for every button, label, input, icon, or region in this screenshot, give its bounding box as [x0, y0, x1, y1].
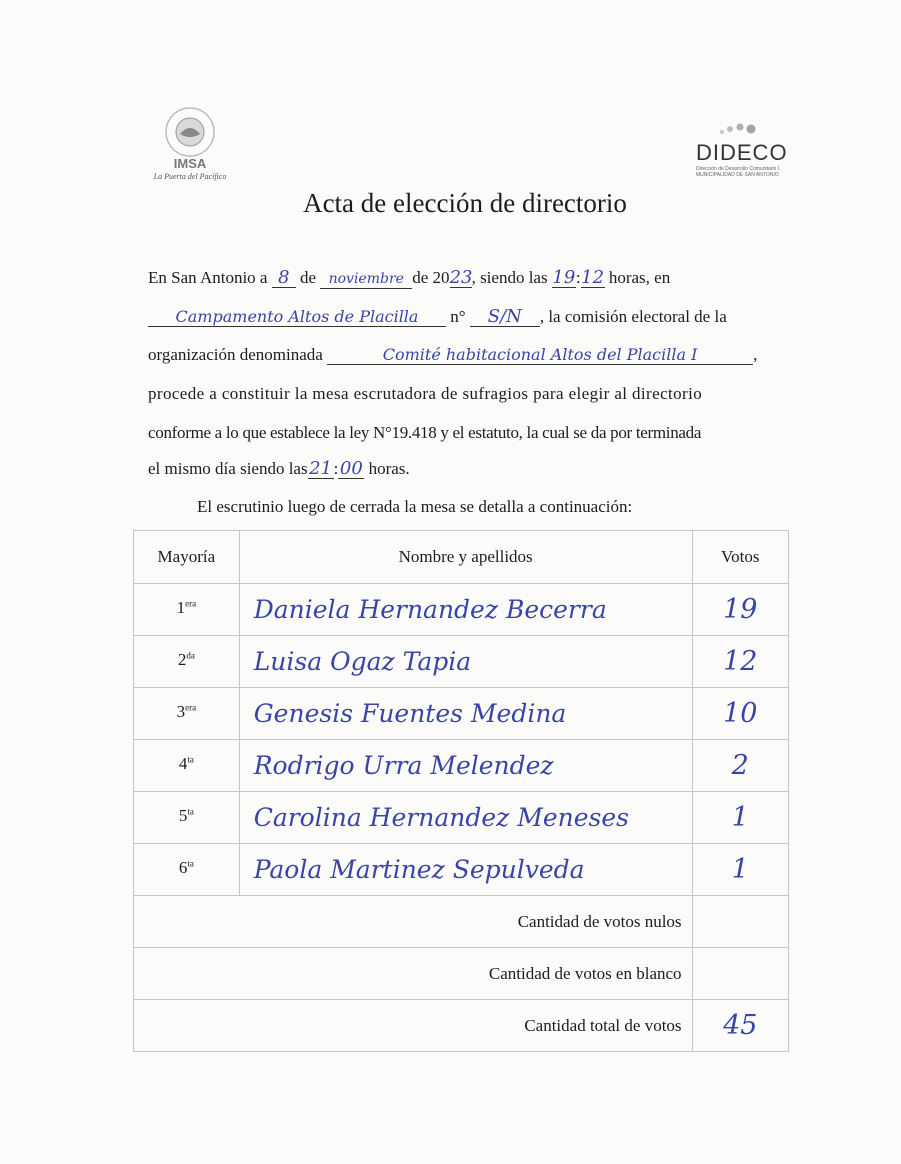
header-rank: Mayoría: [134, 531, 240, 584]
blank-votes-row: [134, 948, 789, 1000]
candidate-votes: 19: [692, 584, 788, 636]
rank-cell: [134, 636, 240, 688]
organization-field: Comité habitacional Altos del Placilla I: [327, 346, 753, 365]
rank-suffix: ta: [187, 806, 194, 817]
blank-votes-label: Cantidad de votos en blanco: [134, 948, 693, 1000]
form-text: , siendo las: [471, 268, 548, 287]
rank-number: 5: [178, 806, 188, 825]
form-line-4: procede a constituir la mesa escrutadora de sufragios para elegir al directorio: [148, 384, 703, 403]
table-row: [134, 844, 789, 896]
form-text: :: [575, 268, 581, 287]
form-text: n°: [450, 307, 466, 326]
table-row: [134, 636, 789, 688]
candidate-name: Genesis Fuentes Medina: [239, 688, 692, 740]
rank-cell: [134, 740, 240, 792]
candidate-votes: 12: [692, 636, 788, 688]
rank-number: 4: [178, 754, 188, 773]
form-text: ,: [753, 345, 758, 364]
rank-cell: [134, 584, 240, 636]
candidate-name: Luisa Ogaz Tapia: [239, 636, 692, 688]
form-text: horas, en: [608, 268, 671, 287]
candidate-votes: 1: [692, 792, 788, 844]
form-line-2: [148, 307, 782, 327]
form-text: :: [333, 459, 339, 478]
results-table: [133, 530, 789, 1052]
year-field: 23: [449, 267, 473, 288]
form-text: de: [299, 268, 317, 287]
rank-number: 6: [178, 858, 188, 877]
rank-number: 1: [176, 598, 186, 617]
dideco-logo: [688, 120, 788, 180]
form-text: de 20: [412, 268, 450, 287]
minute-field: 12: [581, 267, 605, 288]
form-line-6: [148, 459, 782, 479]
table-row: [134, 584, 789, 636]
rank-suffix: da: [186, 650, 195, 661]
rank-number: 3: [176, 702, 186, 721]
candidate-name: Paola Martinez Sepulveda: [239, 844, 692, 896]
imsa-logo: [150, 106, 230, 186]
place-field: Campamento Altos de Placilla: [148, 308, 446, 327]
rank-number: 2: [177, 650, 187, 669]
municipal-seal-icon: [162, 106, 218, 162]
rank-cell: [134, 844, 240, 896]
table-row: [134, 792, 789, 844]
form-line-5: conforme a lo que establece la ley N°19.418 y el estatuto, la cual se da por terminada: [148, 423, 702, 442]
blank-votes-value: [692, 948, 788, 1000]
form-text: organización denominada: [148, 345, 323, 364]
month-field: noviembre: [320, 270, 412, 289]
table-header-row: [134, 531, 789, 584]
total-votes-row: [134, 1000, 789, 1052]
rank-cell: [134, 688, 240, 740]
candidate-name: Rodrigo Urra Melendez: [239, 740, 692, 792]
scrutiny-intro: El escrutinio luego de cerrada la mesa se detalla a continuación:: [197, 497, 633, 516]
candidate-votes: 10: [692, 688, 788, 740]
rank-suffix: ta: [187, 858, 194, 869]
form-text: horas.: [368, 459, 410, 478]
total-votes-label: Cantidad total de votos: [134, 1000, 693, 1052]
form-line-3: [148, 345, 782, 365]
table-row: [134, 740, 789, 792]
candidate-name: Carolina Hernandez Meneses: [239, 792, 692, 844]
rank-suffix: era: [185, 598, 197, 609]
number-field: S/N: [470, 308, 540, 327]
null-votes-value: [692, 896, 788, 948]
candidate-votes: 2: [692, 740, 788, 792]
rank-suffix: ta: [187, 754, 194, 765]
candidate-name: Daniela Hernandez Becerra: [239, 584, 692, 636]
dideco-logo-subtitle: Dirección de Desarrollo Comunitario I. MUNICIPALIDAD DE SAN ANTONIO: [696, 166, 781, 178]
total-votes-value: 45: [692, 1000, 788, 1052]
document-title: Acta de elección de directorio: [303, 188, 627, 218]
hour-field: 19: [552, 267, 576, 288]
dideco-dots-icon: [716, 120, 766, 140]
form-text: En San Antonio a: [148, 268, 268, 287]
imsa-logo-motto: La Puerta del Pacífico: [153, 172, 227, 181]
end-hour-field: 21: [309, 458, 333, 479]
day-field: 8: [272, 269, 296, 288]
end-minute-field: 00: [339, 458, 363, 479]
null-votes-row: [134, 896, 789, 948]
form-text: , la comisión electoral de la: [539, 307, 727, 326]
candidate-votes: 1: [692, 844, 788, 896]
table-row: [134, 688, 789, 740]
form-text: el mismo día siendo las: [148, 459, 308, 478]
form-line-1: [148, 268, 782, 289]
imsa-logo-name: IMSA: [173, 156, 207, 171]
rank-suffix: era: [185, 702, 197, 713]
rank-cell: [134, 792, 240, 844]
null-votes-label: Cantidad de votos nulos: [134, 896, 693, 948]
header-name: Nombre y apellidos: [239, 531, 692, 584]
header-votes: Votos: [692, 531, 788, 584]
dideco-logo-name: DIDECO: [696, 140, 788, 165]
